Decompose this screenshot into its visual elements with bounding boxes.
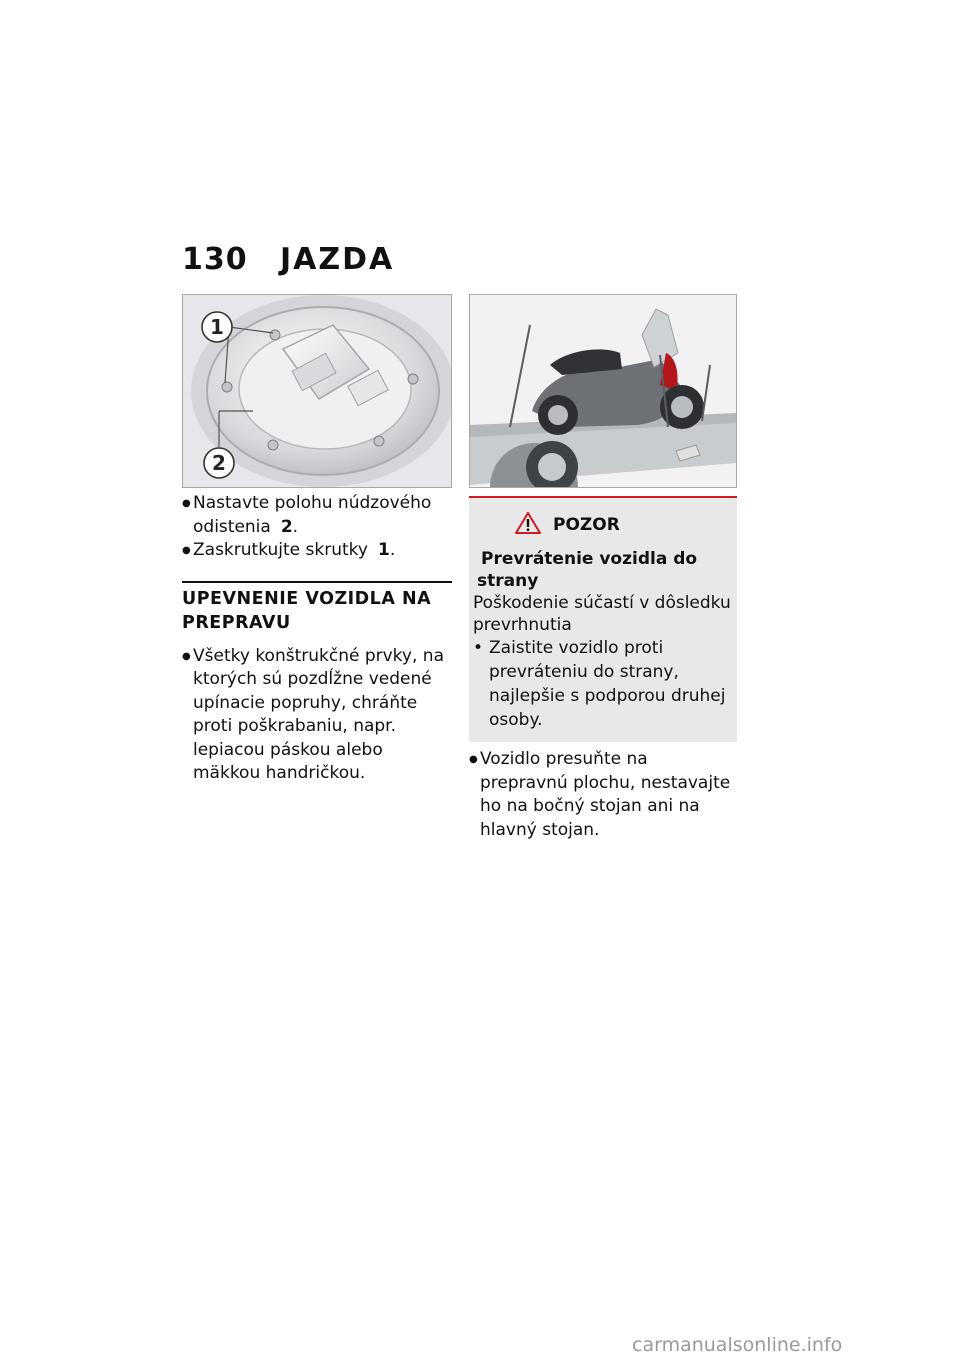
warning-triangle-icon: [515, 512, 541, 538]
section-heading: UPEVNENIE VOZIDLA NA PREPRAVU: [182, 588, 432, 633]
page-header: [182, 242, 394, 277]
warning-title-line-2: strany: [477, 571, 539, 591]
chapter-title: JAZDA: [280, 242, 395, 277]
warning-title-line-1: Prevrátenie vozidla do: [481, 549, 698, 569]
left-column: [182, 294, 452, 786]
fuel-cap-steps: [182, 492, 452, 563]
watermark: carmanualsonline.info: [632, 1334, 843, 1356]
scooter-trailer-drawing: [470, 295, 736, 487]
fuel-cap-illustration: [182, 294, 452, 488]
step-ref: 2: [280, 516, 293, 537]
warning-box: [469, 496, 737, 742]
callout-1: 1: [210, 315, 224, 339]
loading-steps: [469, 748, 733, 842]
transport-steps: [182, 645, 452, 786]
warning-label: POZOR: [553, 515, 620, 535]
list-item: [182, 492, 452, 539]
step-text: Nastavte polohu núdzového odistenia: [193, 493, 432, 537]
warning-measures: [473, 636, 733, 732]
warning-header: [515, 512, 733, 538]
warning-title: [477, 548, 733, 592]
fuel-cap-drawing: [183, 295, 451, 487]
step-ref: 1: [377, 540, 390, 560]
list-item: [182, 539, 452, 563]
step-suffix: .: [292, 516, 299, 537]
page-number: 130: [182, 242, 248, 277]
list-item: • Zaistite vozidlo proti prevráteniu do strany, najlepšie s podporou druhej osoby.: [473, 636, 733, 732]
right-column: [469, 294, 737, 842]
warning-consequence: Poškodenie súčastí v dôsledku prevrhnutia: [473, 593, 731, 635]
section-divider: [182, 581, 452, 583]
step-suffix: .: [389, 540, 396, 560]
list-item: ● Všetky konštrukčné prvky, na ktorých sú pozdĺžne vedené upínacie popruhy, chráňte proti poškrabaniu, napr. lepiacou páskou alebo mäkkou handričkou.: [182, 645, 452, 786]
step-text: Zaskrutkujte skrutky: [193, 540, 368, 560]
scooter-trailer-illustration: [469, 294, 737, 488]
callout-2: 2: [212, 451, 226, 475]
list-item: ● Vozidlo presuňte na prepravnú plochu, nestavajte ho na bočný stojan ani na hlavný stojan.: [469, 748, 733, 842]
